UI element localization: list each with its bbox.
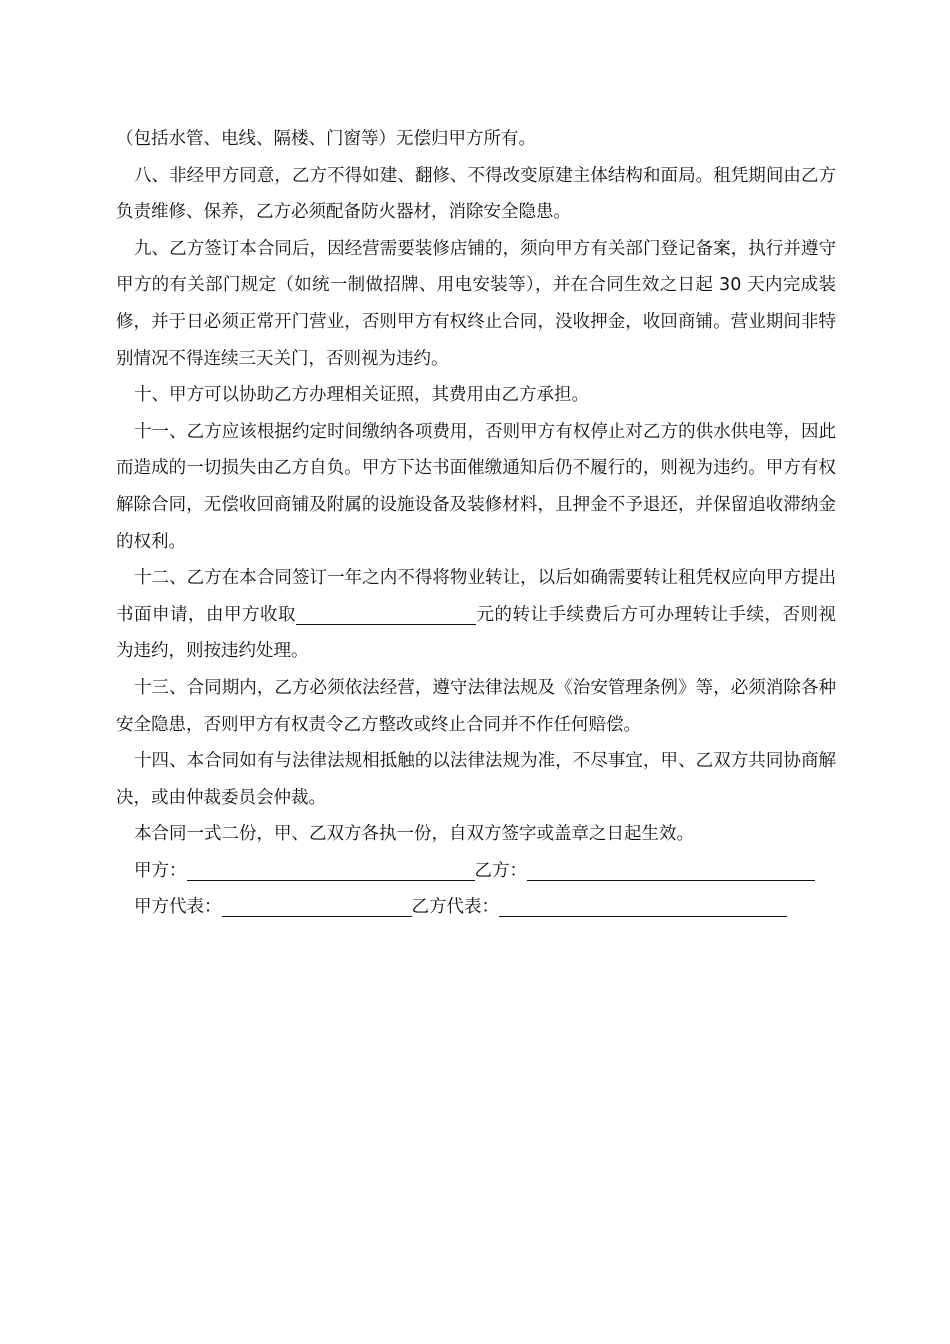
continued-paragraph: （包括水管、电线、隔楼、门窗等）无偿归甲方所有。 bbox=[116, 129, 536, 149]
party-a-label: 甲方： bbox=[134, 860, 187, 881]
clause-12 bbox=[116, 560, 836, 670]
party-a-rep-label: 甲方代表： bbox=[134, 897, 222, 918]
party-a-blank bbox=[187, 860, 475, 881]
clause-11: 十一、乙方应该根据约定时间缴纳各项费用，否则甲方有权停止对乙方的供水供电等，因此而造成的一切损失由乙方自负。甲方下达书面催缴通知后仍不履行的，则视为违约。甲方有权解除合同，无偿收回商铺及附属的设施设备及装修材料，且押金不予退还，并保留追收滞纳金的权利。 bbox=[116, 421, 836, 552]
party-b-rep-blank bbox=[499, 896, 787, 917]
contract-body bbox=[116, 121, 836, 926]
clause-12-text-b: 元的转让手续费后方可办理转让手续，否则视为违约，则按违约处理。 bbox=[116, 604, 836, 662]
clause-8: 八、非经甲方同意，乙方不得如建、翻修、不得改变原建主体结构和面局。租凭期间由乙方负责维修、保养，乙方必须配备防火器材，消除安全隐患。 bbox=[116, 165, 836, 223]
signature-row-parties bbox=[116, 853, 836, 890]
clause-14: 十四、本合同如有与法律法规相抵触的以法律法规为准，不尽事宜，甲、乙双方共同协商解决，或由仲裁委员会仲裁。 bbox=[116, 751, 836, 808]
effect-statement: 本合同一式二份，甲、乙双方各执一份，自双方签字或盖章之日起生效。 bbox=[134, 824, 694, 845]
party-a-rep-blank bbox=[222, 896, 412, 917]
clause-12-text-a: 十二、乙方在本合同签订一年之内不得将物业转让，以后如确需要转让租凭权应向甲方提出书面申请，由甲方收取 bbox=[116, 568, 836, 625]
clause-9: 九、乙方签订本合同后，因经营需要装修店铺的，须向甲方有关部门登记备案，执行并遵守甲方的有关部门规定（如统一制做招牌、用电安装等），并在合同生效之日起 30 天内完成装修，并于日必须正常开门营业，否则甲方有权终止合同，没收押金，收回商铺。营业期间非特别情况不得连续三天关门，否则视为违约。 bbox=[116, 238, 836, 369]
party-b-blank bbox=[527, 860, 815, 881]
party-b-rep-label: 乙方代表： bbox=[411, 897, 499, 918]
party-b-label: 乙方： bbox=[474, 860, 527, 881]
signature-row-representatives bbox=[116, 889, 836, 926]
transfer-fee-blank bbox=[296, 604, 476, 625]
clause-10: 十、甲方可以协助乙方办理相关证照，其费用由乙方承担。 bbox=[134, 385, 589, 406]
clause-13: 十三、合同期内，乙方必须依法经营，遵守法律法规及《治安管理条例》等，必须消除各种安全隐患，否则甲方有权责令乙方整改或终止合同并不作任何赔偿。 bbox=[116, 677, 836, 735]
